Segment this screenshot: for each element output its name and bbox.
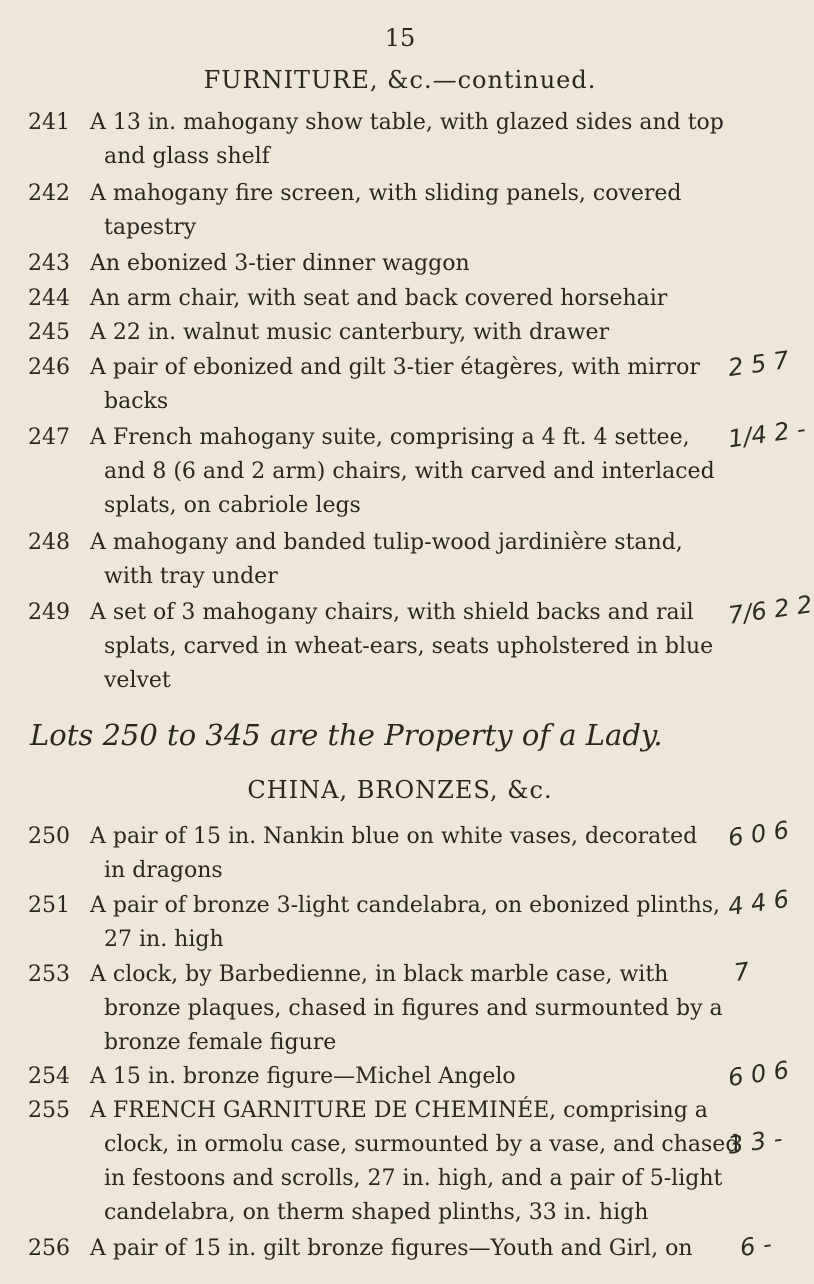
lot-number: 243 xyxy=(28,251,70,276)
lot-number: 253 xyxy=(28,962,70,987)
handwritten-price: 4 4 6 xyxy=(726,884,791,922)
handwritten-price: 3 3 - xyxy=(726,1124,785,1160)
lot-number: 242 xyxy=(28,181,70,206)
lot-number: 241 xyxy=(28,110,70,135)
handwritten-price: 7/6 2 2 xyxy=(726,590,814,630)
handwritten-price: 2 5 7 xyxy=(726,345,791,383)
property-note: Lots 250 to 345 are the Property of a Lady. xyxy=(30,718,663,752)
section-heading-furniture: FURNITURE, &c.—continued. xyxy=(203,66,597,94)
lot-number: 244 xyxy=(28,286,70,311)
handwritten-price: 6 0 6 xyxy=(726,1055,791,1093)
section-heading-china: CHINA, BRONZES, &c. xyxy=(247,776,553,804)
page-number: 15 xyxy=(384,24,416,52)
catalogue-page: 15 FURNITURE, &c.—continued. 241 A 13 in. mahogany show table, with glazed sides and top and glass shelf 242 A mahogany fire screen, with sliding panels, covered tapestry 243 An ebonized 3-tier dinner waggon 244 An arm chair, with seat and back covered horsehair 245 A 22 in. walnut music canterbury, with drawer 246 A pair of ebonized and gilt 3-tier étagères, with mirror backs 247 A French mahogany suite, comprising a 4 ft. 4 settee, and 8 (6 and 2 arm) chairs, with carved and interlaced splats, on cabriole legs 248 A mahogany and banded tulip-wood jardinière stand, with tray under 249 A set of 3 mahogany chairs, with shield backs and rail splats, carved in wheat-ears, seats upholstered in blue velvet Lots 250 to 345 are the Property of a Lady. CHINA, BRONZES, &c. 250 A pair of 15 in. Nankin blue on white vases, decorated in dragons 251 A pair of bronze 3-light candelabra, on ebonized plinths, 27 in. high 253 A clock, by Barbedienne, in black marble case, with bronze plaques, chased in figures and surmounted by a bronze female figure 254 A 15 in. bronze figure—Michel Angelo 255 A FRENCH GARNITURE DE CHEMINÉE, comprising a clock, in ormolu case, surmounted by a vase, and chased in festoons and scrolls, 27 in. high, and a pair of 5-light candelabra, on therm shaped plinths, 33 in. high 256 A pair of 15 in. gilt bronze figures—Youth and Girl, on 2 5 7 1/4 2 - 7/6 2 2 6 0 6 4 4 6 7 6 0 6 3 3 - 6 - xyxy=(0,0,800,1284)
lot-number: 254 xyxy=(28,1064,70,1089)
handwritten-price: 1/4 2 - xyxy=(726,414,808,454)
lot-number: 248 xyxy=(28,530,70,555)
lot-number: 251 xyxy=(28,893,70,918)
lot-number: 246 xyxy=(28,355,70,380)
lot-number: 245 xyxy=(28,320,70,345)
handwritten-price: 6 - xyxy=(738,1229,774,1263)
lot-number: 250 xyxy=(28,824,70,849)
lot-number: 247 xyxy=(28,425,70,450)
handwritten-price: 7 xyxy=(732,957,752,987)
lot-number: 256 xyxy=(28,1236,70,1261)
lot-number: 249 xyxy=(28,600,70,625)
handwritten-price: 6 0 6 xyxy=(726,815,791,853)
lot-number: 255 xyxy=(28,1098,70,1123)
